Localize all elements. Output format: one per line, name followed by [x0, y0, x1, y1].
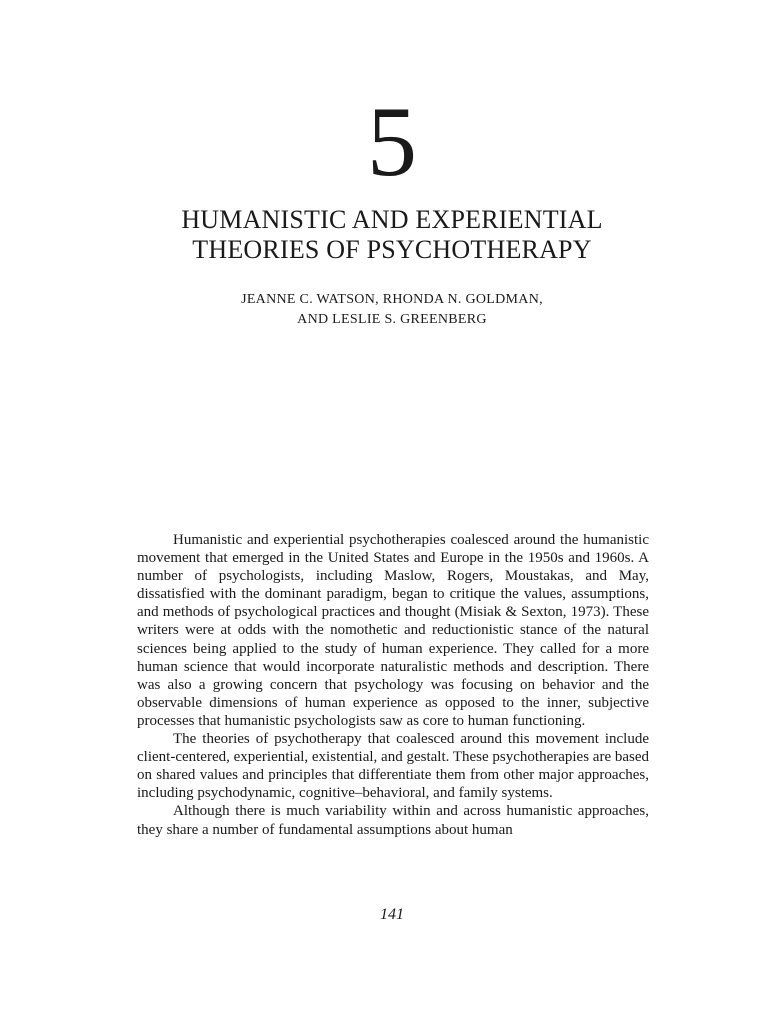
chapter-title-line-1: HUMANISTIC AND EXPERIENTIAL	[181, 205, 603, 234]
paragraph-3: Although there is much variability within and across humanistic approaches, they share a number of fundamental assumptions about human	[137, 803, 649, 838]
chapter-title-line-2: THEORIES OF PSYCHOTHERAPY	[192, 235, 592, 264]
chapter-number: 5	[367, 86, 417, 197]
body-text	[137, 531, 649, 839]
page-number: 141	[380, 906, 404, 923]
authors-line-2: AND LESLIE S. GREENBERG	[297, 312, 487, 327]
chapter-title	[0, 205, 768, 265]
chapter-authors	[0, 290, 768, 330]
paragraph-2: The theories of psychotherapy that coalesced around this movement include client-centered, experiential, existential, and gestalt. These psychotherapies are based on shared values and principles that differentiate them from other major approaches, including psychodynamic, cognitive–behavioral, and family systems.	[137, 731, 650, 802]
authors-line-1: JEANNE C. WATSON, RHONDA N. GOLDMAN,	[241, 292, 543, 307]
paragraph-1: Humanistic and experiential psychotherapies coalesced around the humanistic movement that emerged in the United States and Europe in the 1950s and 1960s. A number of psychologists, including Maslow, Rogers, Moustakas, and May, dissatisfied with the dominant paradigm, began to critique the values, assumptions, and methods of psychological practices and thought (Misiak & Sexton, 1973). These writers were at odds with the nomothetic and reductionistic stance of the natural sciences being applied to the study of human experience. They called for a more human science that would incorporate naturalistic methods and description. There was also a growing concern that psychology was focusing on behavior and the observable dimensions of human experience as opposed to the inner, subjective processes that humanistic psychologists saw as core to human functioning.	[137, 532, 649, 729]
